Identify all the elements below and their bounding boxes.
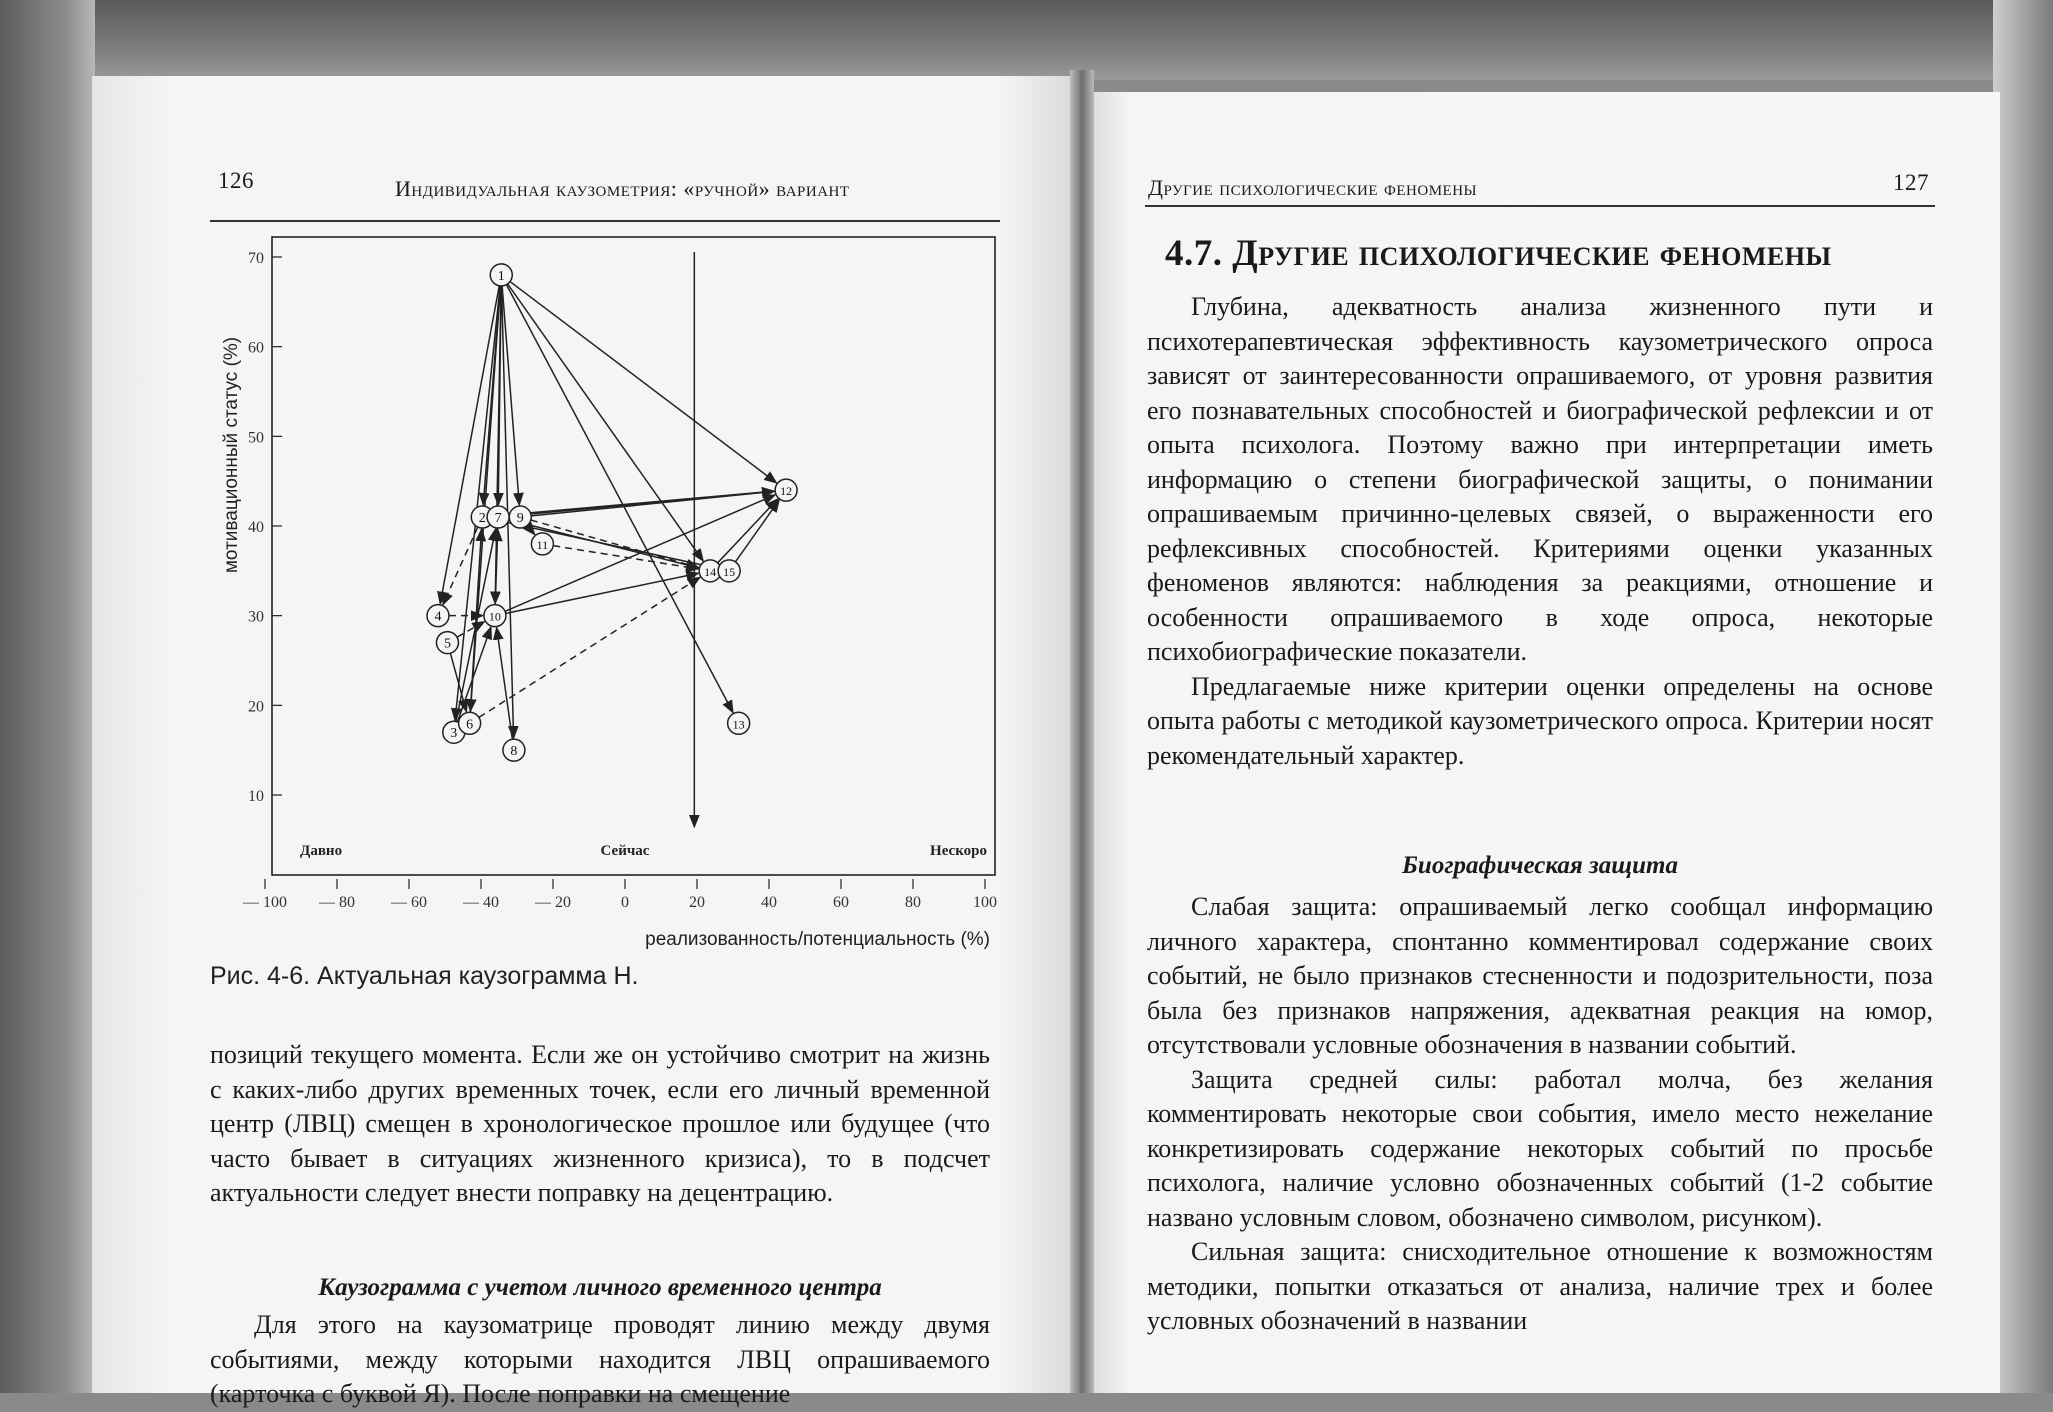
left-paragraph-2-text: Для этого на каузоматрице проводят линию между двумя событиями, между которыми находится ЛВЦ опрашиваемого (карточка с буквой Я). После поправки на смещение: [210, 1310, 990, 1408]
event-label: 6: [466, 717, 474, 733]
scan-shadow-right: [1993, 0, 2053, 1393]
left-paragraph-1-text: позиций текущего момента. Если же он устойчиво смотрит на жизнь с каких-либо других временных точек, если его личный временной центр (ЛВЦ) смещен в хронологическое прошлое или будущее (что часто бывает в ситуациях жизненного кризиса), то в подсчет актуальности следует внести поправку на децентрацию.: [210, 1040, 990, 1207]
right-page-number: 127: [1893, 170, 1929, 195]
causogram-chart: [210, 225, 1010, 965]
link-arrow: [479, 577, 700, 717]
event-label: 9: [516, 511, 524, 527]
event-label: 12: [780, 484, 793, 499]
event-label: 1: [497, 268, 505, 284]
figure-caption: Рис. 4-6. Актуальная каузограмма Н.: [210, 962, 639, 990]
y-tick-label: 50: [248, 429, 264, 447]
x-tick-label: — 60: [391, 894, 427, 911]
x-tick-label: — 100: [243, 894, 287, 911]
x-tick-label: 20: [689, 894, 705, 911]
event-label: 8: [510, 744, 518, 760]
left-header-rule: [210, 220, 1000, 222]
right-paragraphs: [1147, 290, 1933, 773]
event-label: 7: [494, 511, 502, 527]
x-tick-label: 0: [621, 894, 629, 911]
x-tick-label: 80: [905, 894, 921, 911]
event-label: 10: [488, 609, 501, 624]
x-tick-label: — 80: [319, 894, 355, 911]
link-arrow: [443, 527, 478, 605]
right-running-head: Другие психологические феномены: [1148, 175, 1478, 200]
right-subheading: Биографическая защита: [1402, 852, 1678, 879]
section-title: 4.7. Другие психологические феномены: [1165, 233, 1832, 274]
link-arrow: [497, 628, 513, 740]
event-label: 2: [478, 511, 486, 527]
y-tick-label: 20: [248, 698, 264, 716]
left-subheading: Каузограмма с учетом личного временного центра: [318, 1274, 882, 1301]
defense-strong: Сильная защита: снисходительное отношение к возможностям методики, попытки отказаться от анализа, наличие трех и более условных обозначений в названии: [1147, 1237, 1933, 1335]
right-paragraph-2: Предлагаемые ниже критерии оценки определены на основе опыта работы с методикой каузометрического опроса. Критерии носят рекомендательный характер.: [1147, 671, 1933, 770]
book-gutter: [1070, 70, 1094, 1393]
x-tick-label: 60: [833, 894, 849, 911]
x-axis-label: реализованность/потенциальность (%): [645, 929, 990, 950]
left-paragraph-1: [210, 1038, 990, 1211]
link-arrow: [531, 520, 699, 568]
x-tick-label: — 40: [463, 894, 499, 911]
link-arrow: [455, 286, 500, 720]
right-paragraph-1: Глубина, адекватность анализа жизненного пути и психотерапевтическая эффективность каузометрического опроса зависят от заинтересованности опрашиваемого, от уровня развития его познавательных способностей и биографической рефлексии и от опыта психолога. Поэтому важно при интерпретации иметь информацию о степени биографической защиты, о понимании опрашиваемым причинно-целевых связей, о выраженности его рефлексивных способностей. Критериями оценки указанных феноменов являются: наблюдения за реакциями, отношение и особенности опрашиваемого в ходе опроса, некоторые психобиографические показатели.: [1147, 292, 1933, 666]
left-paragraph-2: [210, 1308, 990, 1412]
event-label: 14: [704, 564, 717, 579]
chart-nodes: [427, 264, 797, 761]
x-tick-label: 100: [973, 894, 997, 911]
y-tick-label: 40: [248, 519, 264, 536]
y-tick-label: 30: [248, 608, 264, 626]
y-tick-label: 60: [248, 339, 264, 357]
defense-weak: Слабая защита: опрашиваемый легко сообщал информацию личного характера, спонтанно комментировал содержание своих событий, не было признаков стесненности и подозрительности, поза была без признаков напряжения, адекватная реакция на юмор, отсутствовали условные обозначения в названии событий.: [1147, 892, 1933, 1059]
scan-shadow-left: [0, 0, 95, 1393]
scan-shadow-top: [0, 0, 2053, 80]
right-header-rule: [1145, 205, 1935, 207]
left-running-head: Индивидуальная каузометрия: «ручной» вариант: [395, 176, 850, 201]
link-arrow: [457, 622, 484, 638]
link-arrow: [508, 284, 704, 561]
event-label: 15: [723, 564, 736, 579]
x-tick-label: — 20: [535, 894, 571, 911]
time-label: Нескоро: [930, 843, 987, 859]
time-label: Давно: [300, 843, 343, 859]
chart-axes: [242, 237, 997, 911]
event-label: 13: [732, 717, 745, 732]
right-paragraphs-2: [1147, 890, 1933, 1339]
y-axis-label: мотивационный статус (%): [221, 336, 242, 574]
defense-medium: Защита средней силы: работал молча, без желания комментировать некоторые свои события, имело место нежелание конкретизировать содержание некоторых событий по просьбе психолога, наличие условно обозначенных событий (1-2 событие названо условным словом, обозначено символом, рисунком).: [1147, 1064, 1933, 1232]
event-label: 5: [443, 636, 451, 652]
y-tick-label: 70: [248, 250, 264, 267]
event-label: 4: [434, 609, 442, 625]
link-arrow: [718, 499, 778, 563]
link-arrow: [510, 282, 776, 483]
link-arrow: [531, 491, 774, 516]
time-label: Сейчас: [600, 843, 650, 859]
y-tick-label: 10: [248, 788, 264, 805]
x-tick-label: 40: [761, 894, 777, 911]
event-label: 3: [450, 726, 458, 742]
left-page-number: 126: [218, 168, 254, 193]
event-label: 11: [536, 537, 549, 552]
